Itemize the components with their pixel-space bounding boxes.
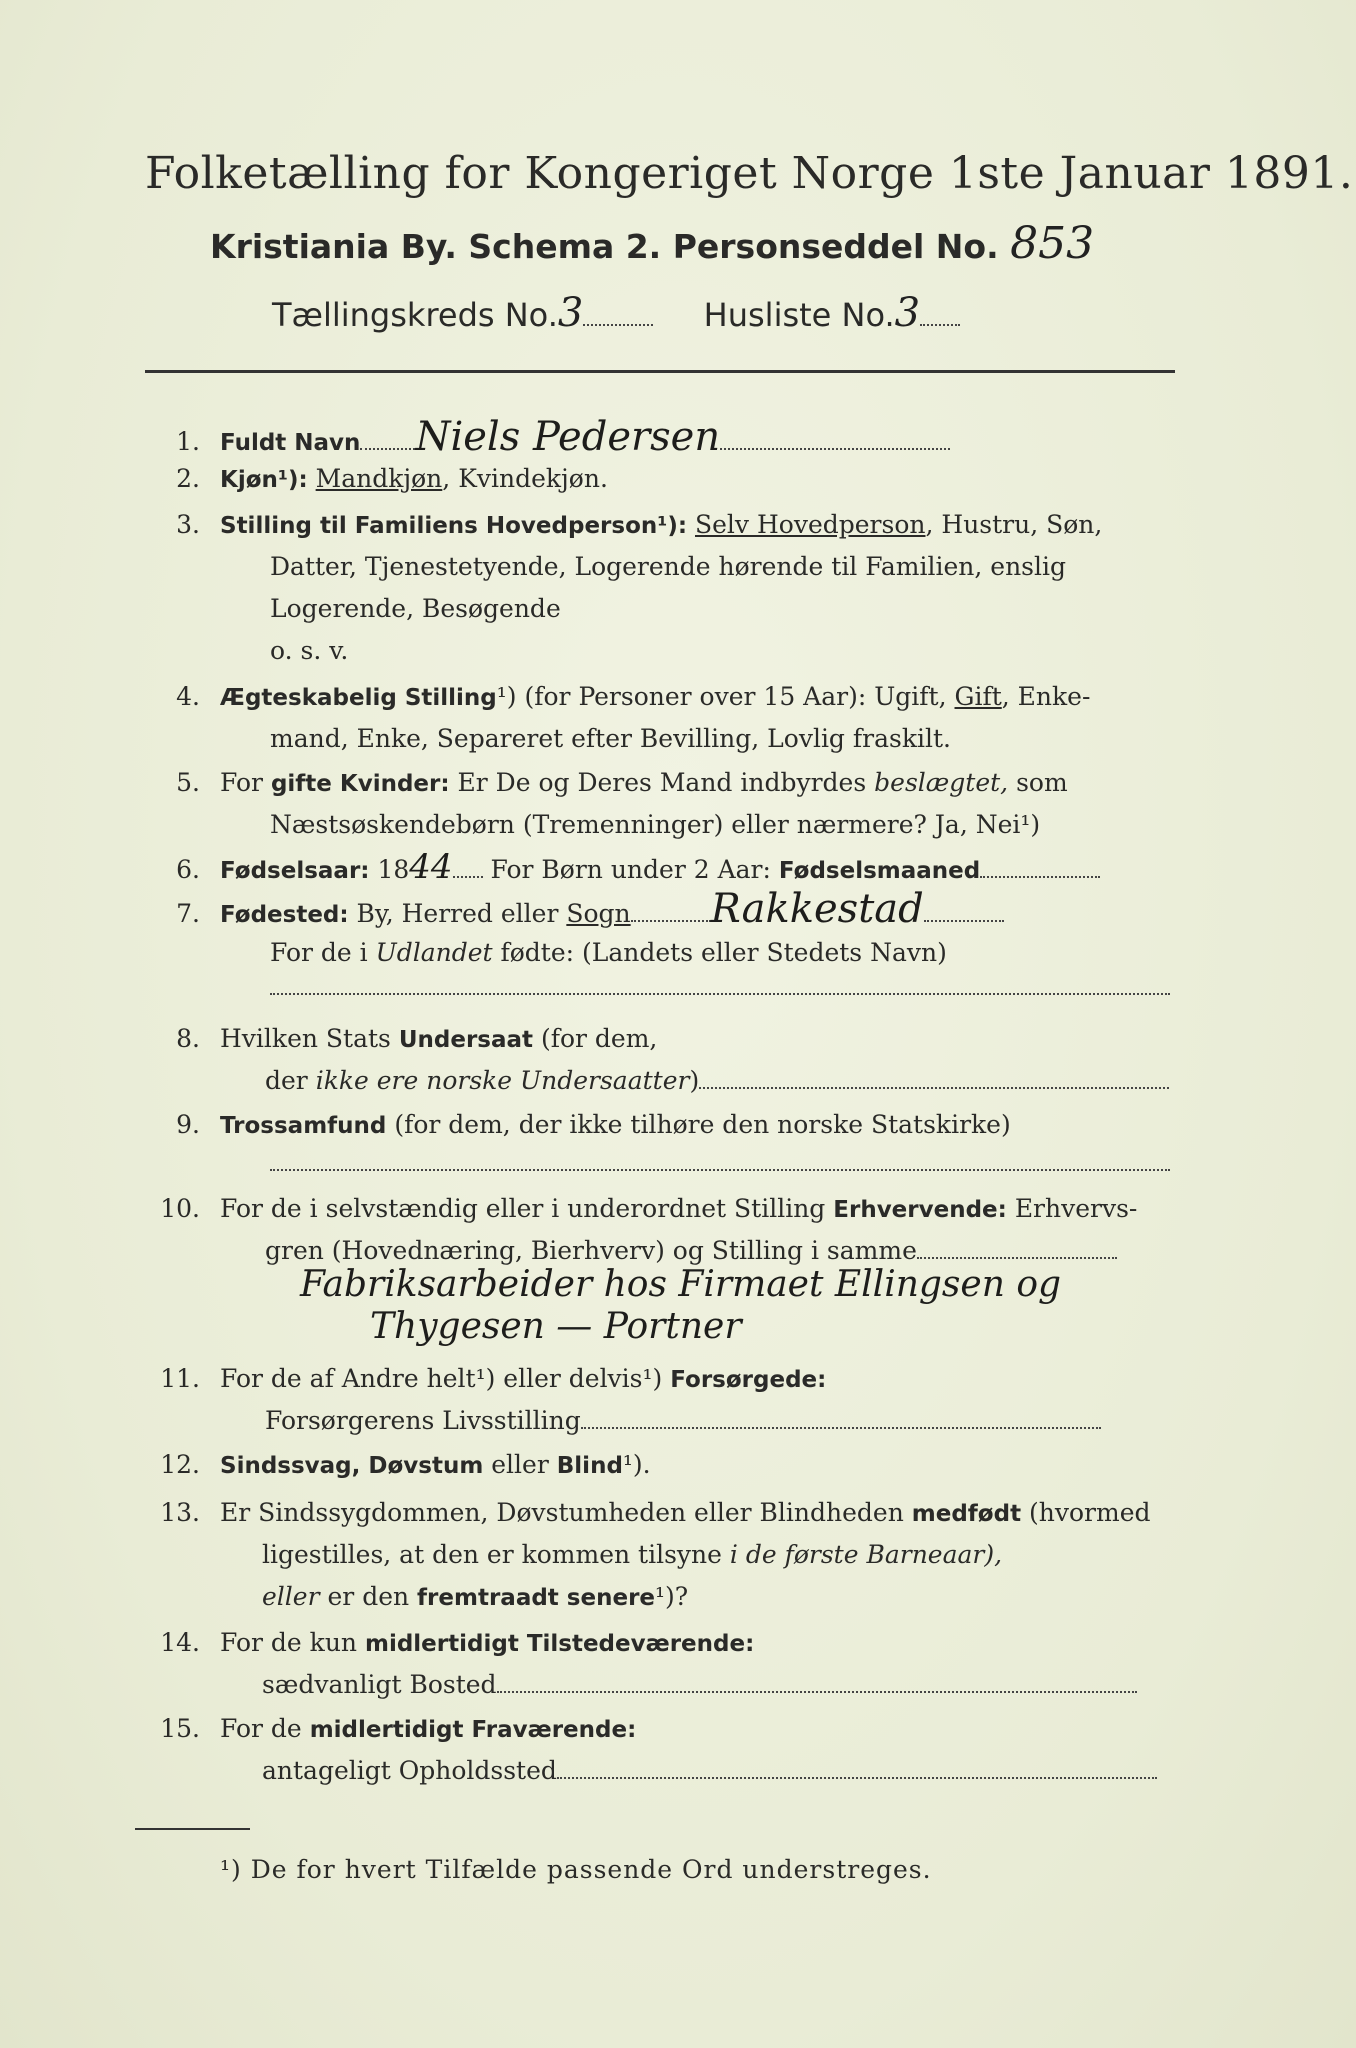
field-3 <box>130 508 1102 543</box>
field-label: Undersaat <box>398 1027 534 1053</box>
field-text: ¹). <box>622 1450 651 1479</box>
husliste-number: 3 <box>894 290 921 336</box>
field-7-line2 <box>270 936 947 970</box>
field-text: , Enke- <box>1001 682 1091 711</box>
field-text: ¹)? <box>655 1582 689 1611</box>
field-14 <box>130 1626 754 1661</box>
header-rule <box>145 370 1175 373</box>
field-text: i de første Barneaar), <box>729 1540 1003 1569</box>
field-4 <box>130 680 1090 715</box>
field-text: For de i selvstændig eller i underordnet Stilling <box>220 1194 826 1223</box>
field-label: midlertidigt Tilstedeværende: <box>364 1631 755 1657</box>
field-label: Erhvervende: <box>833 1197 1007 1223</box>
field-13 <box>130 1496 1151 1531</box>
husliste-label: Husliste No. <box>703 296 895 334</box>
birthplace-value: Rakkestad <box>710 886 924 932</box>
field-text: er den <box>327 1582 410 1611</box>
field-13-line3 <box>262 1580 688 1615</box>
field-7 <box>130 886 1004 932</box>
field-text: o. s. v. <box>270 636 349 665</box>
personseddel-number: 853 <box>1010 218 1095 269</box>
blank-line <box>270 1146 1170 1180</box>
field-number: 5. <box>176 768 200 797</box>
field-text: For de kun <box>220 1628 358 1657</box>
field-11 <box>130 1362 826 1397</box>
field-number: 8. <box>176 1024 200 1053</box>
field-text: ) <box>689 1066 700 1095</box>
field-12 <box>130 1448 651 1483</box>
occupation-value: Fabriksarbeider hos Firmaet Ellingsen og <box>300 1264 1062 1305</box>
field-label: Fødested: <box>220 902 349 928</box>
field-text: gren (Hovednæring, Bierhverv) og Stilling i samme <box>265 1236 917 1265</box>
name-value: Niels Pedersen <box>415 414 721 460</box>
field-number: 4. <box>176 682 200 711</box>
blank-line <box>270 970 1170 1004</box>
field-13-line2 <box>262 1538 1002 1572</box>
field-label: medfødt <box>911 1501 1022 1527</box>
field-text: Erhvervs- <box>1014 1194 1138 1223</box>
field-number: 12. <box>160 1450 200 1479</box>
field-2 <box>130 462 608 497</box>
field-number: 3. <box>176 510 200 539</box>
field-text: Er De og Deres Mand indbyrdes <box>457 768 867 797</box>
field-8-line2 <box>265 1064 1169 1098</box>
field-text: sædvanligt Bosted <box>262 1670 497 1699</box>
field-text: Forsørgerens Livsstilling <box>265 1406 581 1435</box>
field-8 <box>130 1022 657 1057</box>
field-1 <box>130 414 950 460</box>
field-number: 1. <box>176 427 200 456</box>
field-text: Hvilken Stats <box>220 1024 391 1053</box>
field-text: , Hustru, Søn, <box>925 510 1103 539</box>
field-text: For de af Andre helt¹) eller delvis¹) <box>220 1364 663 1393</box>
schema-text: Kristiania By. Schema 2. Personseddel No. <box>210 227 999 266</box>
field-text: Udlandet <box>375 938 493 967</box>
field-text: (hvormed <box>1029 1498 1151 1527</box>
field-number: 9. <box>176 1110 200 1139</box>
field-number: 13. <box>160 1498 200 1527</box>
field-label: midlertidigt Fraværende: <box>309 1717 637 1743</box>
field-label: gifte Kvinder: <box>270 771 450 797</box>
field-number: 14. <box>160 1628 200 1657</box>
footnote-rule <box>135 1828 250 1830</box>
occupation-line-2 <box>370 1306 742 1347</box>
field-text: ¹) (for Personer over 15 Aar): Ugift, <box>496 682 947 711</box>
occupation-value: Thygesen — Portner <box>370 1306 742 1347</box>
field-label: fremtraadt senere <box>417 1585 656 1611</box>
selected-option: Selv Hovedperson <box>695 510 926 539</box>
field-number: 2. <box>176 464 200 493</box>
field-label: Fuldt Navn <box>220 430 361 456</box>
field-label: Fødselsmaaned <box>778 858 981 884</box>
field-text: By, Herred eller <box>356 899 559 928</box>
field-15-line2 <box>262 1754 1157 1788</box>
field-number: 6. <box>176 855 200 884</box>
field-label: Trossamfund <box>220 1113 387 1139</box>
field-text: ikke ere norske Undersaatter <box>315 1066 690 1095</box>
field-text: eller <box>262 1582 320 1611</box>
field-text: fødte: (Landets eller Stedets Navn) <box>500 938 947 967</box>
selected-option: Mandkjøn <box>315 464 443 493</box>
field-10 <box>130 1192 1137 1227</box>
field-text: 18 <box>377 855 410 884</box>
field-text: For <box>220 768 263 797</box>
birth-year-value: 44 <box>409 847 453 887</box>
field-11-line2 <box>265 1404 1101 1438</box>
field-text: antageligt Opholdssted <box>262 1756 557 1785</box>
field-text: For de i <box>270 938 368 967</box>
occupation-line-1 <box>300 1264 1062 1305</box>
field-number: 10. <box>160 1194 200 1223</box>
field-text: For Børn under 2 Aar: <box>490 855 771 884</box>
kreds-line <box>272 290 960 336</box>
field-text: Er Sindssygdommen, Døvstumheden eller Blindheden <box>220 1498 904 1527</box>
field-label: Fødselsaar: <box>220 858 370 884</box>
field-text: beslægtet, <box>874 768 1009 797</box>
field-14-line2 <box>262 1668 1137 1702</box>
selected-option: Sogn <box>566 899 631 928</box>
field-number: 15. <box>160 1714 200 1743</box>
field-text: der <box>265 1066 308 1095</box>
field-15 <box>130 1712 636 1747</box>
field-text: (for dem, <box>540 1024 658 1053</box>
field-text: Logerende, Besøgende <box>270 594 561 623</box>
field-6 <box>130 847 1100 888</box>
footnote: ¹) De for hvert Tilfælde passende Ord understreges. <box>220 1855 932 1884</box>
field-label: Kjøn¹): <box>220 467 308 493</box>
field-label: Sindssvag, Døvstum <box>220 1453 484 1479</box>
field-text: som <box>1016 768 1068 797</box>
field-text: ligestilles, at den er kommen tilsyne <box>262 1540 722 1569</box>
kreds-label: Tællingskreds No. <box>272 296 558 334</box>
field-label: Blind <box>556 1453 623 1479</box>
field-number: 7. <box>176 899 200 928</box>
field-text: Datter, Tjenestetyende, Logerende hørende til Familien, enslig <box>270 552 1067 581</box>
field-text: (for dem, der ikke tilhøre den norske Statskirke) <box>394 1110 1011 1139</box>
schema-line <box>210 218 1094 269</box>
field-text: eller <box>491 1450 549 1479</box>
field-label: Stilling til Familiens Hovedperson¹): <box>220 513 688 539</box>
field-number: 11. <box>160 1364 200 1393</box>
field-9 <box>130 1108 1011 1143</box>
field-5 <box>130 766 1068 801</box>
field-text: For de <box>220 1714 302 1743</box>
kreds-number: 3 <box>557 290 584 336</box>
field-label: Ægteskabelig Stilling <box>220 685 497 711</box>
form-title: Folketælling for Kongeriget Norge 1ste Januar 1891. <box>145 148 1354 199</box>
field-10-line2 <box>265 1234 1117 1268</box>
field-text: Næstsøskendebørn (Tremenninger) eller nærmere? Ja, Nei¹) <box>270 810 1041 839</box>
selected-option: Gift <box>954 682 1002 711</box>
field-text: mand, Enke, Separeret efter Bevilling, Lovlig fraskilt. <box>270 724 951 753</box>
field-label: Forsørgede: <box>670 1367 827 1393</box>
field-text: , Kvindekjøn. <box>442 464 608 493</box>
